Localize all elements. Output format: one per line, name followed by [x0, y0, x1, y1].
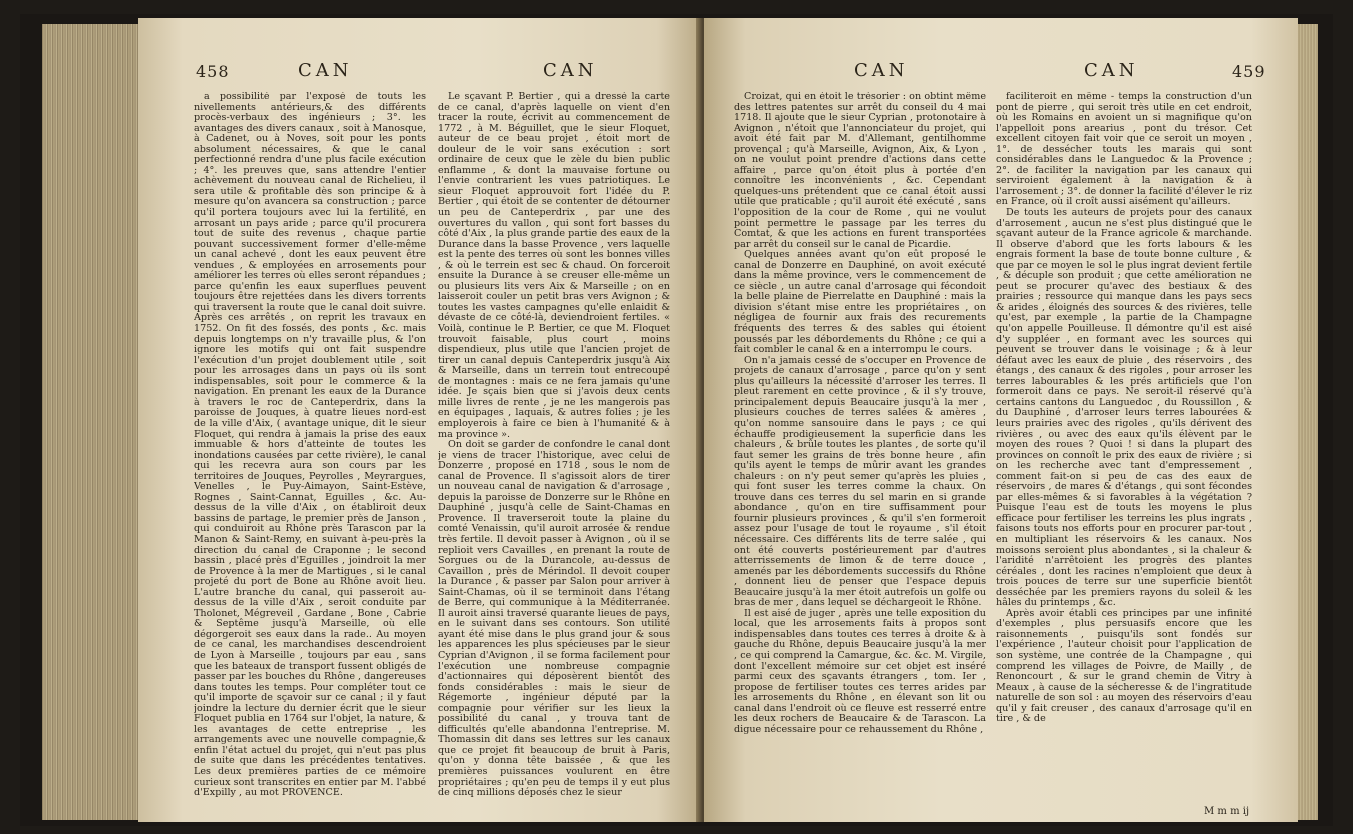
right-page-column-2	[996, 92, 1252, 804]
left-page-column-1	[194, 92, 426, 804]
open-book	[20, 14, 1333, 826]
right-page-header	[704, 60, 1298, 92]
page-stack-right	[1296, 24, 1318, 820]
left-page-column-2	[438, 92, 670, 804]
paragraph: On doit se garder de confondre le canal dont je viens de tracer l'historique, avec celui de Donzerre , proposé en 1718 , sous le nom de canal de Provence. Il s'agissoit alors de tirer un nouveau canal de navigation & d'arrosage , depuis la paroisse de Donzerre sur le Rhône en Dauphiné , jusqu'à celle de Saint-Chamas en Provence. Il traverseroit toute la plaine du comté Venaissin, qu'il auroit arrosée & rendue très fertile. Il devoit passer à Avignon , où il se replioit vers Cavailles , en prenant la route de Sorgues ou de la Durancole, au-dessus de Cavaillon , près de Mérindol. Il devoit couper la Durance , & passer par Salon pour arriver à Saint-Chamas, où il se terminoit dans l'étang de Berre, qui communique à la Méditerranée. Il auroit ainsi traversé quarante lieues de pays, en le suivant dans ses contours. Son utilité ayant été mise dans le plus grand jour & sous les apparences les plus spécieuses par le sieur Cyprian d'Avignon , il se forma facilement pour l'exécution une nombreuse compagnie d'actionnaires qui déposèrent bientôt des fonds considérables : mais le sieur de Régemorte , ingénieur député par la compagnie pour vérifier sur les lieux la possibilité du canal , y trouva tant de difficultés qu'elle abandonna l'entreprise. M. Thomassin dit dans ses lettres sur les canaux que ce projet fit beaucoup de bruit à Paris, qu'on y donna tête baissée , & que les premières puissances voulurent en être propriétaires ; qu'en peu de temps il y eut plus de cinq millions déposés chez le sieur	[438, 439, 670, 799]
signature-mark: M m m ij	[1204, 806, 1250, 817]
paragraph: Il est aisé de juger , après une telle exposition du local, que les arrosements faits à propos sont indispensables dans toutes ces terres à droite & à gauche du Rhône, depuis Beaucaire jusqu'à la mer , ce qui comprend la Camargue, &c. &c. M. Virgile, dont l'excellent mémoire sur cet objet est inséré parmi ceux des sçavants étrangers , tom. Ier , propose de fertiliser toutes ces terres arides par les arrosements du Rhône , en élevant son lit ou canal dans l'endroit où ce fleuve est resserré entre les deux rochers de Beaucaire & de Tarascon. La digue nécessaire pour ce rehaussement du Rhône ,	[734, 607, 986, 735]
left-page	[138, 18, 702, 822]
paragraph: faciliteroit en même - temps la construction d'un pont de pierre , qui seroit très utile en cet endroit, où les Romains en avoient un si magnifique qu'on l'appelloit pons arearius , pont du trésor. Cet excellent citoyen fait voir que ce seroit un moyen , 1°. de dessécher touts les marais qui sont considérables dans le Languedoc & la Provence ; 2°. de faciliter la navigation par les canaux qui serviroient également à la navigation & à l'arrosement ; 3°. de donner la facilité d'élever le riz en France, où il croît aussi aisément qu'ailleurs.	[996, 92, 1252, 208]
left-running-head-2: CAN	[543, 60, 598, 81]
left-page-number: 458	[196, 62, 230, 81]
paragraph: Croizat, qui en étoit le trésorier : on obtint même des lettres patentes sur arrêt du conseil du 4 mai 1718. Il ajoute que le sieur Cyprian , protonotaire à Avignon , n'étoit que l'annonciateur du projet, qui avoit été fait par M. d'Allemant, gentilhomme provençal ; qu'à Marseille, Avignon, Aix, & Lyon , on ne voulut point prendre d'actions dans cette affaire , parce qu'on étoit plus à portée d'en connoître les inconvénients , &c. Cependant quelques-uns prétendent que ce canal étoit aussi utile que praticable ; qu'il auroit été exécuté , sans l'opposition de la cour de Rome , qui ne voulut point permettre le passage par les terres du Comtat, & que les actions en furent transportées par arrêt du conseil sur le canal de Picardie.	[734, 92, 986, 250]
left-page-header	[138, 60, 702, 92]
paragraph: De touts les auteurs de projets pour des canaux d'arrosement , aucun ne s'est plus distingué que le sçavant auteur de la France agricole & marchande. Il observe d'abord que les forts labours & les engrais forment la base de toute bonne culture , & que par ce moyen le sol le plus ingrat devient fertile , & décuple son produit ; que cette amélioration ne peut se procurer qu'avec des bestiaux & des prairies ; ressource qui manque dans les pays secs & arides , éloignés des sources & des rivières, telle qu'est, par exemple , la partie de la Champagne qu'on appelle Pouilleuse. Il démontre qu'il est aisé d'y suppléer , en formant avec les sources qui peuvent se trouver dans le voisinage ; & à leur défaut avec les eaux de pluie , des réservoirs , des étangs , des canaux & des rigoles , pour arroser les terres labourables & les prés artificiels que l'on formeroit dans ce pays. Ne seroit-il réservé qu'à certains cantons du Languedoc , du Roussillon , & du Dauphiné , d'arroser leurs terres labourées & leurs prairies avec des rigoles , qu'ils dérivent des rivières , ou avec des eaux qu'ils élèvent par le moyen des roues ? Quoi ! si dans la plupart des provinces on connoît le prix des eaux de rivière ; si on les recherche avec tant d'empressement , comment fait-on si peu de cas des eaux de réservoirs , de mares & d'étangs , qui sont fécondes par elles-mêmes & si favorables à la végétation ? Puisque l'eau est de touts les moyens le plus efficace pour fertiliser les terreins les plus ingrats , faisons touts nos efforts pour en procurer par-tout , en multipliant les réservoirs & les canaux. Nos moissons seroient plus abondantes , si la chaleur & l'aridité n'arrêtoient les progrès des plantes céréales , dont les racines n'emploient que deux à trois pouces de terre sur une superficie bientôt desséchée par les premiers rayons du soleil & les hâles du printemps , &c.	[996, 207, 1252, 609]
paragraph: Après avoir établi ces principes par une infinité d'exemples , plus persuasifs encore que les raisonnements , puisqu'ils sont fondés sur l'expérience , l'auteur choisit pour l'application de son système, une contrée de la Champagne , qui comprend les villages de Poivre, de Mailly , de Renoncourt , & sur le grand chemin de Vitry à Meaux , à cause de la sécheresse & de l'ingratitude naturelle de son sol : au moyen des réservoirs d'eau qu'il y fait creuser , des canaux d'arrosage qu'il en tire , & de	[996, 607, 1252, 725]
paragraph: On n'a jamais cessé de s'occuper en Provence de projets de canaux d'arrosage , parce qu'on y sent plus qu'ailleurs la nécessité d'arroser les terres. Il pleut rarement en cette province , & il s'y trouve, principalement depuis Beaucaire jusqu'à la mer , plusieurs couches de terres salées & amères , qu'on nomme sansouire dans le pays ; ce qui échauffe prodigieusement la superficie dans les chaleurs , & brûle toutes les plantes , de sorte qu'il faut semer les grains de très bonne heure , afin qu'ils ayent le temps de mûrir avant les grandes chaleurs : on n'y peut semer qu'après les pluies , qui font suser les terres comme la chaux. On trouve dans ces terres du sel marin en si grande abondance , qu'on en tire suffisamment pour fournir plusieurs provinces , & qu'il s'en formeroit assez pour l'usage de tout le royaume , s'il étoit nécessaire. Ces différents lits de terre salée , qui ont été couverts postérieurement par d'autres atterrissements de limon & de terre douce , amenés par les débordements successifs du Rhône , donnent lieu de penser que l'espace depuis Beaucaire jusqu'à la mer étoit autrefois un golfe ou bras de mer , dans lequel se déchargeoit le Rhône.	[734, 354, 986, 609]
paragraph: Le sçavant P. Bertier , qui a dressé la carte de ce canal, d'après laquelle on vient d'en tracer la route, écrivit au commencement de 1772 , à M. Béguillet, que le sieur Floquet, auteur de ce beau projet , étoit mort de douleur de le voir sans exécution : sort ordinaire de ceux que le zèle du bien public enflamme , & dont la mauvaise fortune ou l'envie contrarient les vues patriotiques. Le sieur Floquet approuvoit fort l'idée du P. Bertier , qui étoit de se contenter de détourner un peu de Canteperdrix , par une des ouvertures du vallon , qui sont fort basses du côté d'Aix , la plus grande partie des eaux de la Durance dans la basse Provence , vers laquelle est la pente des terres où sont les bonnes villes , & où le terrein est sec & chaud. On forceroit ensuite la Durance à se creuser elle-même un ou plusieurs lits vers Aix & Marseille ; on en laisseroit couler un petit bras vers Avignon ; & toutes les vastes campagnes qu'elle enlaidit & dévaste de ce côté-là, deviendroient fertiles. « Voilà, continue le P. Bertier, ce que M. Floquet trouvoit faisable, plus court , moins dispendieux, plus utile que l'ancien projet de tirer un canal depuis Canteperdrix jusqu'à Aix & Marseille, dans un terrein tout entrecoupé de montagnes : mais ce ne fera jamais qu'une idée. Je sçais bien que si j'avois deux cents mille livres de rente , je ne les mangerois pas en équipages , laquais, & autres folies ; je les employerois à faire ce bien à l'humanité & à ma province ».	[438, 92, 670, 440]
paragraph: Quelques années avant qu'on eût proposé le canal de Donzerre en Dauphiné, on avoit exécuté dans la même province, vers le commencement de ce siècle , un autre canal d'arrosage qui fécondoit la belle plaine de Pierrelatte en Dauphiné : mais la division s'étant mise entre les propriétaires , on négligea de fournir aux frais des recurements fréquents des terres & des sables qui étoient poussés par les débordements du Rhône ; ce qui a fait combler le canal & en a interrompu le cours.	[734, 249, 986, 356]
right-page	[704, 18, 1298, 822]
left-running-head-1: CAN	[298, 60, 353, 81]
right-running-head-2: CAN	[1084, 60, 1139, 81]
right-page-number: 459	[1232, 62, 1266, 81]
right-running-head-1: CAN	[854, 60, 909, 81]
paragraph: a possibilité par l'exposé de touts les nivellements antérieurs,& des différents procès-verbaux des ingénieurs ; 3°. les avantages des divers canaux , soit à Manosque, à Cadenet, ou à Noves, soit pour les ponts absolument nécessaires, & que le canal perfectionné rendra d'une plus facile exécution ; 4°. les preuves que, sans attendre l'entier achèvement du nouveau canal de Richelieu, il sera utile & profitable dès son principe & à mesure qu'on avancera sa construction ; parce qu'il portera toujours avec lui la fertilité, en arrosant un pays aride ; parce qu'il procurera tout de suite des revenus , chaque partie pouvant successivement former d'elle-même un canal achevé , dont les eaux peuvent être vendues , & employées en arrosements pour améliorer les terres où elles seront répandues ; parce qu'enfin les eaux superflues peuvent toujours être rejettées dans les divers torrents qui traversent la route que le canal doit suivre. Après ces arrêtés , on reprit les travaux en 1752. On fit des fossés, des ponts , &c. mais depuis longtemps on n'y travaille plus, & l'on ignore les motifs qui ont fait suspendre l'exécution d'un projet doublement utile , soit pour les arrosages dans un pays où ils sont indispensables, soit pour le commerce & la navigation. En prenant les eaux de la Durance à travers le roc de Canteperdrix, dans la paroisse de Jouques, à quatre lieues nord-est de la ville d'Aix, ( avantage unique, dit le sieur Floquet, qui rendra à jamais la prise des eaux immuable & hors d'atteinte de toutes les inondations causées par cette rivière), le canal qui les recevra aura son cours par les territoires de Jouques, Peyrolles , Meyrargues, Venelles , le Puy-Aimayon, Saint-Estève, Rognes , Saint-Cannat, Eguilles , &c. Au-dessus de la ville d'Aix , on établiroit deux bassins de partage, le premier près de Janson , qui conduiroit au Rhône près Tarascon par la Manon & Saint-Remy, en suivant à-peu-près la direction du canal de Craponne ; le second bassin , placé près d'Eguilles , joindroit la mer de Provence à la mer de Martigues , si le canal projeté du port de Bone au Rhône avoit lieu. L'autre branche du canal, qui passeroit au-dessus de la ville d'Aix , seroit conduite par Tholonet, Mégreveil , Gardane , Bone , Cabrie & Septême jusqu'à Marseille, où elle dégorgeroit ses eaux dans la rade.. Au moyen de ce canal, les marchandises descendroient de Lyon à Marseille , toujours par eau , sans que les bateaux de transport fussent obligés de passer par les bouches du Rhône , dangereuses dans toutes les temps. Pour compléter tout ce qu'il importe de sçavoir sur ce canal ; il y faut joindre la lecture du dernier écrit que le sieur Floquet publia en 1764 sur l'objet, la nature, & les avantages de cette entreprise , les arrangements avec une nouvelle compagnie,& enfin l'état actuel du projet, qui n'eut pas plus de suite que dans les précédentes tentatives. Les deux premières parties de ce mémoire curieux sont transcrites en entier par M. l'abbé d'Expilly , au mot PROVENCE.	[194, 92, 426, 799]
page-stack-left	[42, 24, 140, 820]
right-page-column-1	[734, 92, 986, 804]
